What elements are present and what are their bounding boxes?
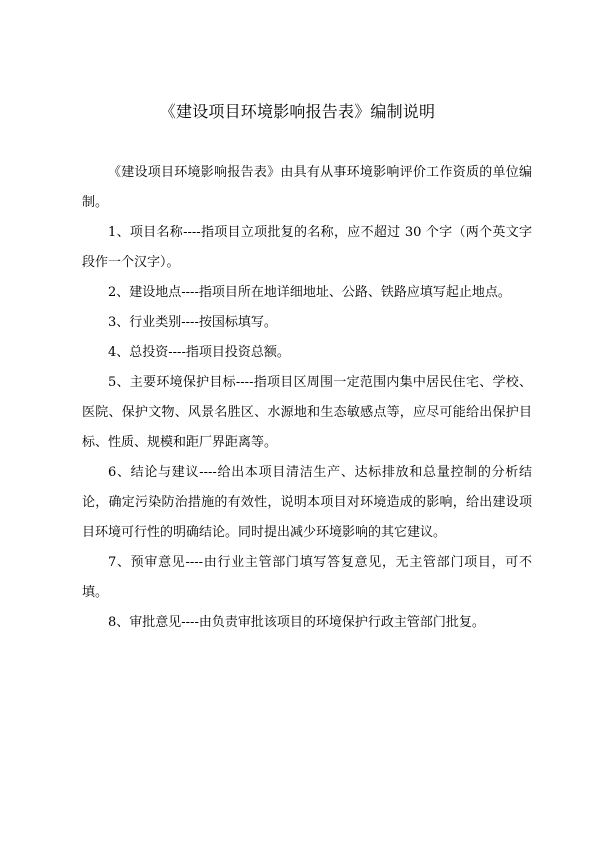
item-preliminary-review: 7、预审意见----由行业主管部门填写答复意见，无主管部门项目，可不填。: [82, 555, 532, 600]
item-construction-site: 2、建设地点----指项目所在地详细地址、公路、铁路应填写起止地点。: [108, 285, 511, 300]
page-title: 《建设项目环境影响报告表》编制说明: [159, 102, 436, 121]
item-conclusions: 6、结论与建议----给出本项目清洁生产、达标排放和总量控制的分析结论，确定污染防治措施的有效性，说明本项目对环境造成的影响，给出建设项目环境可行性的明确结论。同时提出减少环境影响的其它建议。: [82, 465, 532, 540]
document-body: [82, 158, 532, 638]
item-protection-targets: 5、主要环境保护目标----指项目区周围一定范围内集中居民住宅、学校、医院、保护文物、风景名胜区、水源地和生态敏感点等，应尽可能给出保护目标、性质、规模和距厂界距离等。: [82, 375, 532, 450]
item-project-name: 1、项目名称----指项目立项批复的名称，应不超过 30 个字（两个英文字段作一个汉字）。: [82, 225, 532, 270]
item-industry-category: 3、行业类别----按国标填写。: [108, 315, 277, 330]
item-approval-opinion: 8、审批意见----由负责审批该项目的环境保护行政主管部门批复。: [108, 615, 485, 630]
intro-paragraph: 《建设项目环境影响报告表》由具有从事环境影响评价工作资质的单位编制。: [82, 165, 532, 210]
item-total-investment: 4、总投资----指项目投资总额。: [108, 345, 290, 360]
